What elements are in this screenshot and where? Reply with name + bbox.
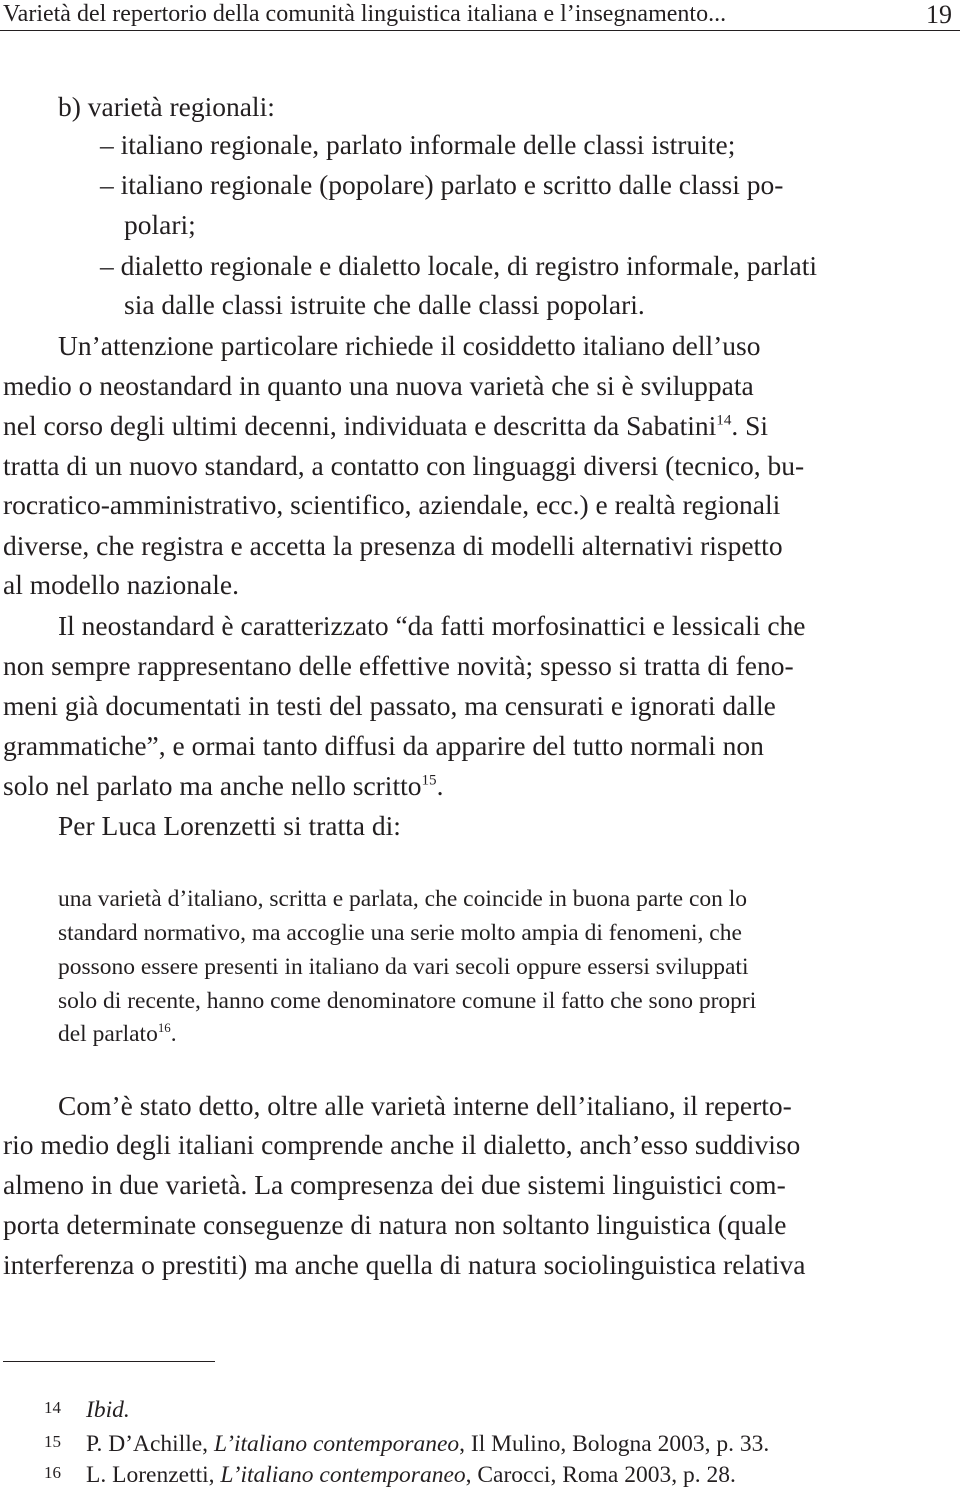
text-line: interferenza o prestiti) ma anche quella di natura sociolinguistica relativa (3, 1249, 806, 1280)
list-heading: b) varietà regionali: (58, 91, 275, 122)
footnote-number: 15 (44, 1432, 61, 1451)
text-line: grammatiche”, e ormai tanto diffusi da apparire del tutto normali non (3, 730, 764, 761)
text-line: Com’è stato detto, oltre alle varietà interne dell’italiano, il reperto- (58, 1090, 792, 1121)
text-line: Per Luca Lorenzetti si tratta di: (58, 810, 401, 841)
text-line: almeno in due varietà. La compresenza dei due sistemi linguistici com- (3, 1169, 786, 1200)
quote-line: possono essere presenti in italiano da vari secoli oppure essersi sviluppati (58, 954, 749, 980)
text-line: medio o neostandard in quanto una nuova varietà che si è sviluppata (3, 370, 754, 401)
quote-line: del parlato$^{16}$. (58, 1019, 177, 1047)
footnote-text: L. Lorenzetti, L’italiano contemporaneo, Carocci, Roma 2003, p. 28. (86, 1462, 736, 1488)
text-line: tratta di un nuovo standard, a contatto con linguaggi diversi (tecnico, bu- (3, 450, 805, 481)
footnote-ref[interactable]: 14 (716, 412, 732, 429)
list-item: – italiano regionale (popolare) parlato e scritto dalle classi po- (100, 169, 784, 200)
footnote-text: P. D’Achille, L’italiano contemporaneo, Il Mulino, Bologna 2003, p. 33. (86, 1431, 770, 1457)
text-line: Il neostandard è caratterizzato “da fatti morfosinattici e lessicali che (58, 610, 806, 641)
list-item-continuation: polari; (124, 209, 196, 240)
footnote-number: 16 (44, 1463, 61, 1482)
quote-line: solo di recente, hanno come denominatore comune il fatto che sono propri (58, 988, 757, 1014)
list-item: – dialetto regionale e dialetto locale, di registro informale, parlati (100, 250, 818, 281)
footnote-divider (3, 1361, 215, 1362)
running-header (0, 0, 960, 31)
footnote-ref[interactable]: 15 (421, 772, 437, 789)
text-line: solo nel parlato ma anche nello scritto$^{15}$. (3, 770, 444, 801)
running-title: Varietà del repertorio della comunità linguistica italiana e l’insegnamento... (3, 1, 727, 27)
quote-line: una varietà d’italiano, scritta e parlata, che coincide in buona parte con lo (58, 886, 748, 912)
footnote-ref[interactable]: 16 (157, 1019, 171, 1035)
text-line: nel corso degli ultimi decenni, individuata e descritta da Sabatini$^{14}$. Si (3, 410, 769, 441)
text-line: diverse, che registra e accetta la presenza di modelli alternativi rispetto (3, 530, 783, 561)
text-line: Un’attenzione particolare richiede il cosiddetto italiano dell’uso (58, 330, 761, 361)
text-line: meni già documentati in testi del passato, ma censurati e ignorati dalle (3, 690, 776, 721)
text-line: porta determinate conseguenze di natura non soltanto linguistica (quale (3, 1209, 787, 1240)
list-item-continuation: sia dalle classi istruite che dalle classi popolari. (124, 289, 645, 320)
text-line: non sempre rappresentano delle effettive novità; spesso si tratta di feno- (3, 650, 794, 681)
footnote-number: 14 (44, 1398, 61, 1417)
quote-line: standard normativo, ma accoglie una serie molto ampia di fenomeni, che (58, 920, 742, 946)
text-line: al modello nazionale. (3, 569, 239, 600)
text-line: rio medio degli italiani comprende anche il dialetto, anch’esso suddiviso (3, 1129, 801, 1160)
text-line: rocratico-amministrativo, scientifico, aziendale, ecc.) e realtà regionali (3, 489, 781, 520)
footnote-text: Ibid. (86, 1397, 130, 1423)
list-item: – italiano regionale, parlato informale delle classi istruite; (100, 129, 736, 160)
page-number: 19 (926, 0, 952, 29)
